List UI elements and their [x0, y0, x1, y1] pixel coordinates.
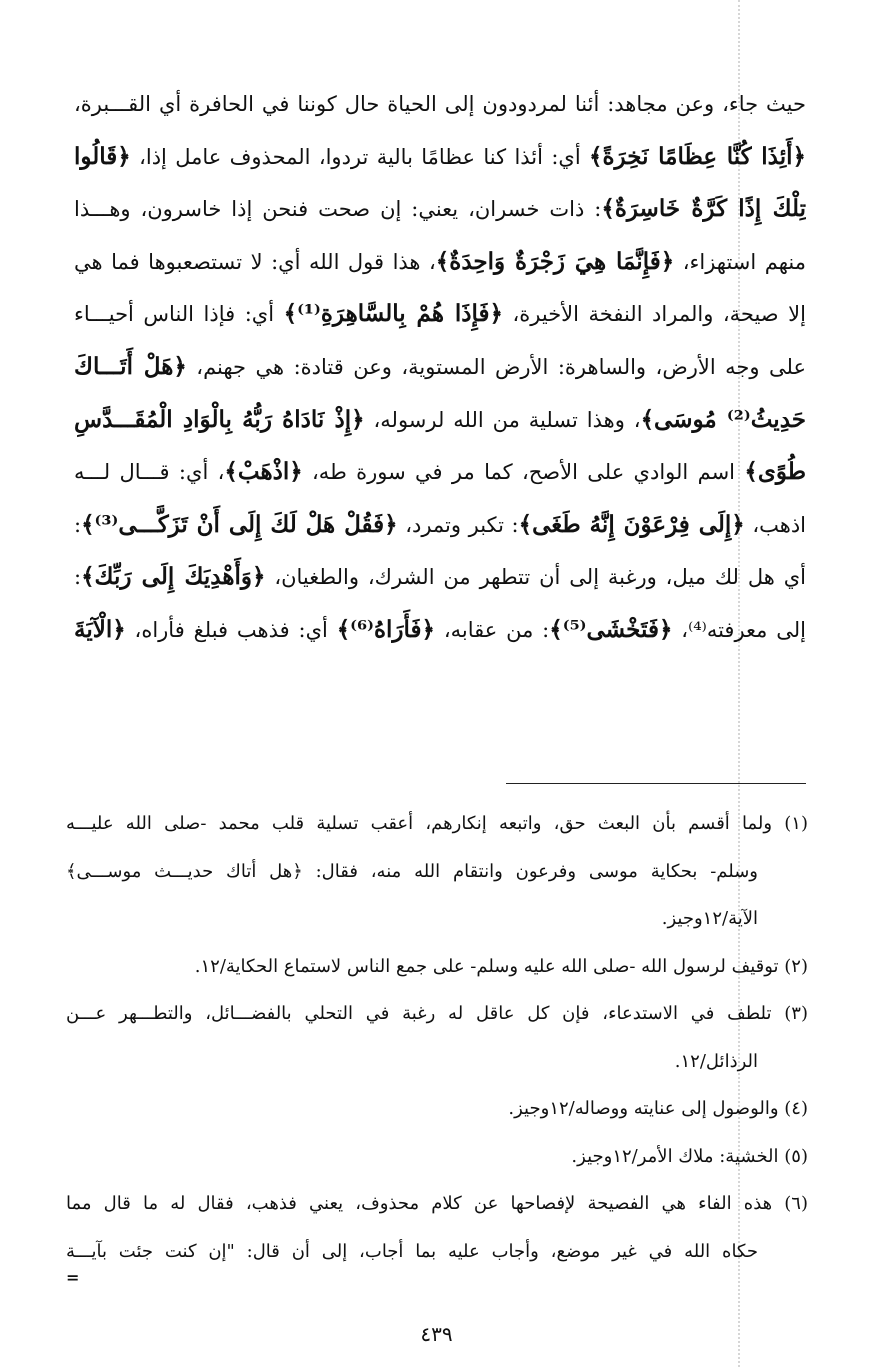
footnote-divider: [506, 783, 806, 784]
quran-quote: ﴿فَقُلْ هَلْ لَكَ إِلَى أَنْ تَزَكَّـــى⁽³⁾﴾: [81, 510, 398, 538]
main-text-line: [74, 183, 806, 236]
quran-quote: ﴿فَأَرَاهُ⁽⁶⁾﴾: [336, 615, 435, 643]
footnote-line: (١) ولما أقسم بأن البعث حق، واتبعه إنكارهم، أعقب تسلية قلب محمد -صلى الله عليـــه: [66, 813, 808, 834]
commentary-text: على وجه الأرض، والساهرة: الأرض المستوية، وعن قتادة: هي جهنم،: [186, 354, 806, 379]
footnote-line: (٣) تلطف في الاستدعاء، فإن كل عاقل له رغبة في التحلي بالفضـــائل، والتطـــهر عـــن: [66, 1003, 808, 1024]
quran-quote: ﴿فَإِنَّمَا هِيَ زَجْرَةٌ وَاحِدَةٌ﴾: [435, 247, 675, 275]
main-text-line: [74, 394, 806, 447]
quran-quote: ﴿أَئِذَا كُنَّا عِظَامًا نَخِرَةً﴾: [589, 142, 806, 170]
quran-quote: طُوًى﴾: [744, 458, 806, 486]
commentary-text: أي: فذهب فبلغ فأراه،: [125, 617, 337, 642]
footnote-line: (٥) الخشية: ملاك الأمر/١٢وجيز.: [571, 1145, 808, 1167]
commentary-text: : تكبر وتمرد،: [397, 512, 519, 537]
quran-quote: ﴿فَتَخْشَى⁽⁵⁾﴾: [549, 615, 673, 643]
quran-quote: ﴿اذْهَبْ﴾: [224, 458, 303, 486]
commentary-text: اذهب،: [744, 512, 806, 537]
commentary-text: ، وهذا تسلية من الله لرسوله،: [364, 407, 641, 432]
main-text-block: [74, 78, 806, 657]
quran-quote: ﴿إِلَى فِرْعَوْنَ إِنَّهُ طَغَى﴾: [518, 510, 745, 538]
footnote-line: (٤) والوصول إلى عنايته ووصاله/١٢وجيز.: [508, 1098, 808, 1119]
continuation-mark: =: [66, 1268, 80, 1287]
quran-quote: تِلْكَ إِذًا كَرَّةٌ خَاسِرَةٌ﴾: [601, 195, 806, 223]
commentary-text: إلى معرفته⁽⁴⁾،: [672, 617, 806, 642]
page-number: ٤٣٩: [420, 1322, 453, 1346]
commentary-text: أي: فإذا الناس أحيـــاء: [74, 302, 284, 327]
commentary-text: :: [74, 565, 82, 590]
quran-quote: ﴿هَلْ أَتَـــاكَ: [74, 352, 187, 380]
main-text-line: [74, 78, 806, 131]
main-text-line: [74, 341, 806, 394]
footnote-line: (٢) توقيف لرسول الله -صلى الله عليه وسلم- على جمع الناس لاستماع الحكاية/١٢.: [194, 955, 808, 977]
main-text-line: [74, 499, 806, 552]
commentary-text: ، أي: قـــال لـــه: [74, 460, 225, 485]
commentary-text: ، هذا قول الله أي: لا تستصعبوها فما هي: [74, 249, 436, 274]
commentary-text: حيث جاء، وعن مجاهد: أئنا لمردودون إلى الحياة حال كوننا في الحافرة أي القـــبرة،: [74, 92, 806, 116]
main-text-line: [74, 446, 806, 499]
footnote-line: الرذائل/١٢.: [674, 1050, 758, 1072]
footnote-line: وسلم- بحكاية موسى وفرعون وانتقام الله منه، فقال: ﴿هل أتاك حديـــث موســـى﴾: [66, 860, 758, 882]
main-text-line: [74, 604, 806, 657]
footnote-line: حكاه الله في غير موضع، وأجاب عليه بما أجاب، إلى أن قال: "إن كنت جئت بآيـــة: [66, 1240, 758, 1262]
commentary-text: :: [74, 512, 82, 537]
commentary-text: منهم استهزاء،: [674, 249, 806, 274]
quran-quote: ﴿قَالُوا: [74, 142, 131, 170]
main-text-line: [74, 131, 806, 184]
commentary-text: : ذات خسران، يعني: إن صحت فنحن إذا خاسرون، وهـــذا: [74, 197, 602, 222]
footnotes-block: [66, 800, 808, 1275]
quran-quote: ﴿الْآيَةَ: [74, 615, 126, 643]
quran-quote: ﴿وَأَهْدِيَكَ إِلَى رَبِّكَ﴾: [81, 563, 266, 591]
quran-quote: ﴿فَإِذَا هُمْ بِالسَّاهِرَةِ⁽¹⁾﴾: [283, 300, 503, 328]
footnote-line: (٦) هذه الفاء هي الفصيحة لإفصاحها عن كلام محذوف، يعني فذهب، فقال له ما قال مما: [66, 1193, 808, 1214]
commentary-text: إلا صيحة، والمراد النفخة الأخيرة،: [502, 302, 806, 327]
quran-quote: ﴿إِذْ نَادَاهُ رَبُّهُ بِالْوَادِ الْمُقَـــدَّسِ: [74, 405, 365, 433]
commentary-text: أي هل لك ميل، ورغبة إلى أن تتطهر من الشرك، والطغيان،: [265, 565, 806, 590]
commentary-text: اسم الوادي على الأصح، كما مر في سورة طه،: [302, 460, 745, 485]
commentary-text: : من عقابه،: [434, 617, 550, 642]
main-text-line: [74, 236, 806, 289]
footnote-line: الآية/١٢وجيز.: [661, 908, 758, 929]
main-text-line: [74, 551, 806, 604]
main-text-line: [74, 288, 806, 341]
quran-quote: حَدِيثُ⁽²⁾ مُوسَى﴾: [640, 405, 806, 433]
commentary-text: أي: أئذا كنا عظامًا بالية تردوا، المحذوف عامل إذا،: [130, 144, 589, 169]
